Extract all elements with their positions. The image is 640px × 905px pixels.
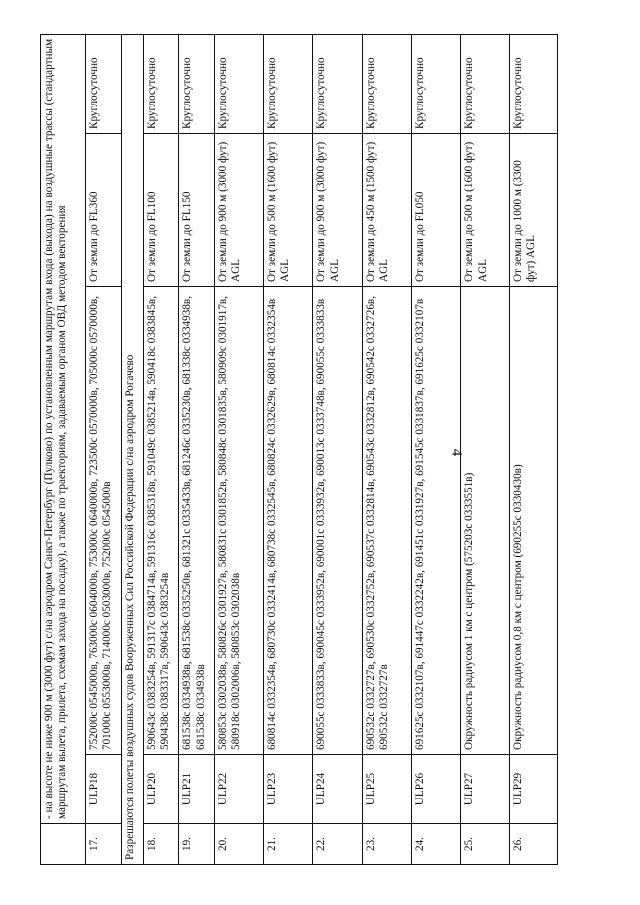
zone-altitude: От земли до 500 м (1600 фут) AGL xyxy=(264,134,313,287)
row-number: 23. xyxy=(362,824,411,865)
zone-coordinates: 580853с 0302038в, 580826с 0301927в, 580831с 0301852в, 580848с 0301835в, 580909с 0301917в, 580918с 0302006в, 580853с 0302038в xyxy=(214,287,263,755)
row-number: 22. xyxy=(313,824,362,865)
zone-time: Круглосуточно xyxy=(362,34,411,133)
zone-coordinates: 590643с 0383254в, 591317с 0384714в, 591316с 0385318в, 591049с 0385214в, 590418с 0383845в, 590438с 0383317в, 590643с 0383254в xyxy=(144,287,179,755)
zone-time: Круглосуточно xyxy=(144,34,179,133)
zone-altitude: От земли до FL360 xyxy=(85,134,121,287)
zone-code: ULP24 xyxy=(313,755,362,824)
header-text: - на высоте не ниже 900 м (3000 фут) с/на аэродром Санкт-Петербург (Пулково) по установленным маршрутам входа (выхода) на воздушные трассы (стандартным маршрутам вылета, прилета, схемам захода на посадку), а также по траекториям, задаваемым органом ОВД методом векторения xyxy=(41,34,86,823)
zone-coordinates: 690532с 0332727в, 690530с 0332752в, 690537с 0332814в, 690543с 0332812в, 690542с 0332726в, 690532с 0332727в xyxy=(362,287,411,755)
zone-time: Круглосуточно xyxy=(461,34,509,133)
zone-time: Круглосуточно xyxy=(313,34,362,133)
zone-coordinates: 681538с 0334938в, 681538с 0335250в, 681321с 0335433в, 681246с 0335230в, 681338с 0334938в, 681538с 0334938в xyxy=(179,287,214,755)
zone-code: ULP25 xyxy=(362,755,411,824)
page-number-text: 4 xyxy=(448,448,465,456)
table-row xyxy=(509,34,557,864)
zone-time: Круглосуточно xyxy=(412,34,461,133)
zone-code: ULP27 xyxy=(461,755,509,824)
zone-time: Круглосуточно xyxy=(179,34,214,133)
table-row xyxy=(461,34,509,864)
header-row xyxy=(41,34,86,864)
row-number: 26. xyxy=(509,824,557,865)
zone-code: ULP23 xyxy=(264,755,313,824)
zone-coordinates: 690055с 0333833в, 690045с 0333952в, 690001с 0333932в, 690013с 0333748в, 690055с 0333833в xyxy=(313,287,362,755)
table-row xyxy=(412,34,461,864)
zone-altitude: От земли до 1000 м (3300 фут) AGL xyxy=(509,134,557,287)
zone-time: Круглосуточно xyxy=(214,34,263,133)
zone-time: Круглосуточно xyxy=(85,34,121,133)
zone-altitude: От земли до FL100 xyxy=(144,134,179,287)
zone-code: ULP20 xyxy=(144,755,179,824)
table-row xyxy=(85,34,121,864)
header-num-cell xyxy=(41,824,86,865)
table-row xyxy=(362,34,411,864)
zone-code: ULP29 xyxy=(509,755,557,824)
row-number: 20. xyxy=(214,824,263,865)
row-number: 18. xyxy=(144,824,179,865)
table-row xyxy=(144,34,179,864)
zone-coordinates: 691625с 0332107в, 691447с 0332242в, 691451с 0331927в, 691545с 0331837в, 691625с 0332107в xyxy=(412,287,461,755)
row-number: 17. xyxy=(85,824,121,865)
table-row xyxy=(214,34,263,864)
zone-altitude: От земли до 500 м (1600 фут) AGL xyxy=(461,134,509,287)
table-row xyxy=(179,34,214,864)
table-row xyxy=(264,34,313,864)
table-row xyxy=(313,34,362,864)
section-text: Разрешаются полеты воздушных судов Вооруженных Сил Российской Федерации с/на аэродром Рогачево xyxy=(121,34,143,864)
zone-code: ULP26 xyxy=(412,755,461,824)
row-number: 19. xyxy=(179,824,214,865)
zone-coordinates: Окружность радиусом 0,8 км с центром (690255с 0330430в) xyxy=(509,287,557,755)
zone-altitude: От земли до 900 м (3000 фут) AGL xyxy=(313,134,362,287)
zone-coordinates: Окружность радиусом 1 км с центром (575203с 0333551в) xyxy=(461,287,509,755)
zone-coordinates: 680814с 0332354в, 680730с 0332414в, 680738с 0332545в, 680824с 0332629в, 680814с 0332354в xyxy=(264,287,313,755)
rotated-page xyxy=(40,35,558,865)
section-row xyxy=(121,34,143,864)
zone-altitude: От земли до FL150 xyxy=(179,134,214,287)
zone-time: Круглосуточно xyxy=(509,34,557,133)
row-number: 24. xyxy=(412,824,461,865)
zone-code: ULP18 xyxy=(85,755,121,824)
zone-altitude: От земли до 900 м (3000 фут) AGL xyxy=(214,134,263,287)
zone-time: Круглосуточно xyxy=(264,34,313,133)
zone-code: ULP22 xyxy=(214,755,263,824)
row-number: 25. xyxy=(461,824,509,865)
zone-altitude: От земли до FL050 xyxy=(412,134,461,287)
row-number: 21. xyxy=(264,824,313,865)
zone-altitude: От земли до 450 м (1500 фут) AGL xyxy=(362,134,411,287)
zone-coordinates: 752000с 0545000в, 763000с 0604000в, 753000с 0640000в, 723500с 0570000в, 705000с 0570000в, 701000с 0553000в, 714000с 0503000в, 752000с 0545000в xyxy=(85,287,121,755)
zone-code: ULP21 xyxy=(179,755,214,824)
airspace-table xyxy=(40,34,558,865)
